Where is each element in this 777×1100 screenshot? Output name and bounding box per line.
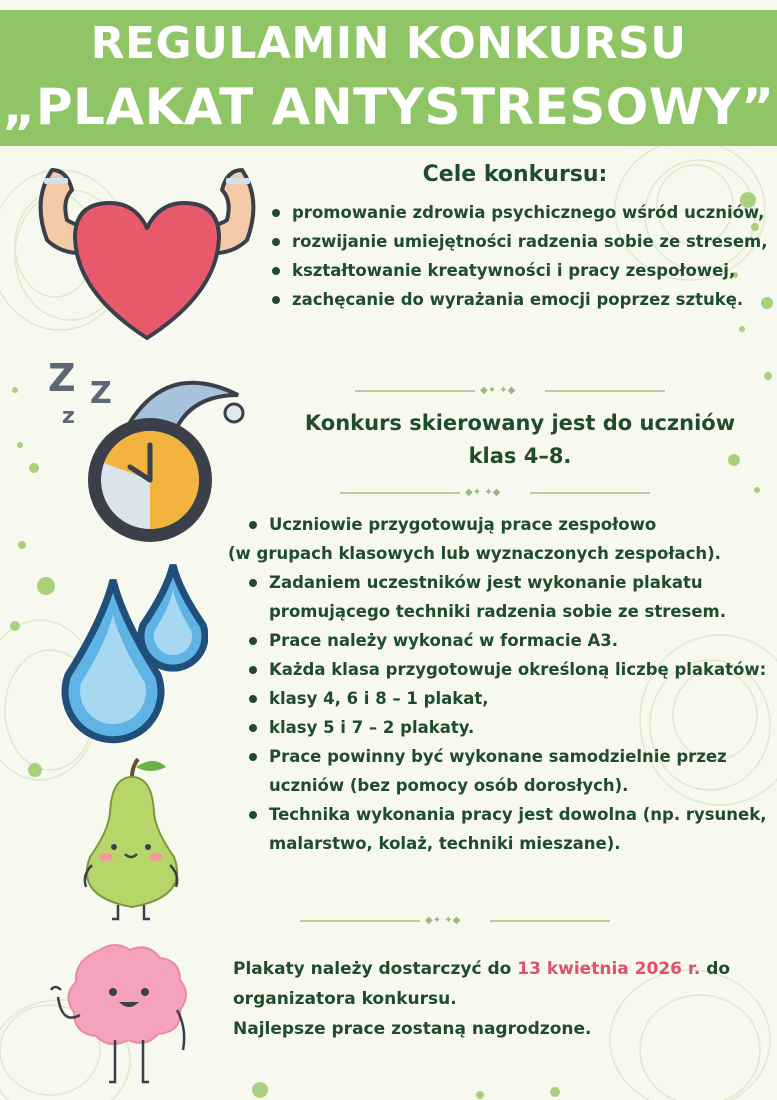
- pear-character-icon: [70, 755, 200, 925]
- list-item: Uczniowie przygotowują prace zespołowo: [245, 510, 775, 539]
- list-item: zachęcanie do wyrażania emocji poprzez sztukę.: [268, 285, 768, 314]
- water-drops-icon: [58, 560, 208, 750]
- banner-top-strip: [0, 0, 777, 10]
- divider: ◆✦ ✦◆: [355, 385, 665, 397]
- title-line-1: REGULAMIN KONKURSU: [90, 18, 687, 69]
- rules-list: [228, 510, 775, 858]
- target-line-1: Konkurs skierowany jest do uczniów: [304, 411, 736, 435]
- divider: ◆✦ ✦◆: [300, 915, 610, 927]
- list-item: Prace powinny być wykonane samodzielnie przez uczniów (bez pomocy osób dorosłych).: [245, 742, 775, 800]
- target-heading: [260, 407, 777, 473]
- title-line-2: „PLAKAT ANTYSTRESOWY”: [2, 78, 775, 136]
- list-item: rozwijanie umiejętności radzenia sobie ze stresem,: [268, 227, 768, 256]
- list-item: klasy 4, 6 i 8 – 1 plakat,: [245, 684, 775, 713]
- deadline-text: [233, 954, 773, 1014]
- list-item: Każda klasa przygotowuje określoną liczbę plakatów:: [245, 655, 775, 684]
- goals-heading: Cele konkursu:: [422, 162, 608, 187]
- list-item: klasy 5 i 7 – 2 plakaty.: [245, 713, 775, 742]
- svg-text:Z: Z: [48, 356, 76, 400]
- list-item: Prace należy wykonać w formacie A3.: [245, 626, 775, 655]
- list-item: kształtowanie kreatywności i pracy zespołowej,: [268, 256, 768, 285]
- list-item: Zadaniem uczestników jest wykonanie plakatu promującego techniki radzenia sobie ze stresem.: [245, 568, 775, 626]
- divider: ◆✦ ✦◆: [340, 487, 650, 499]
- submission-info: [233, 954, 773, 1044]
- brain-character-icon: [45, 940, 205, 1090]
- list-item-continuation: (w grupach klasowych lub wyznaczonych zespołach).: [228, 544, 721, 563]
- list-item: promowanie zdrowia psychicznego wśród uczniów,: [268, 198, 768, 227]
- deadline-suffix: do organizatora konkursu.: [233, 959, 731, 1009]
- deadline-date: 13 kwietnia 2026 r.: [517, 959, 701, 979]
- target-line-2: klas 4–8.: [468, 444, 572, 468]
- award-text: Najlepsze prace zostaną nagrodzone.: [233, 1019, 592, 1039]
- heart-muscles-icon: [22, 160, 272, 340]
- list-item: Technika wykonania pracy jest dowolna (np. rysunek, malarstwo, kolaż, techniki mieszane).: [245, 800, 775, 858]
- sleep-clock-icon: [48, 355, 248, 555]
- goals-list: [268, 198, 768, 314]
- svg-text:z: z: [62, 404, 75, 429]
- deadline-prefix: Plakaty należy dostarczyć do: [233, 959, 518, 979]
- svg-text:Z: Z: [90, 376, 112, 411]
